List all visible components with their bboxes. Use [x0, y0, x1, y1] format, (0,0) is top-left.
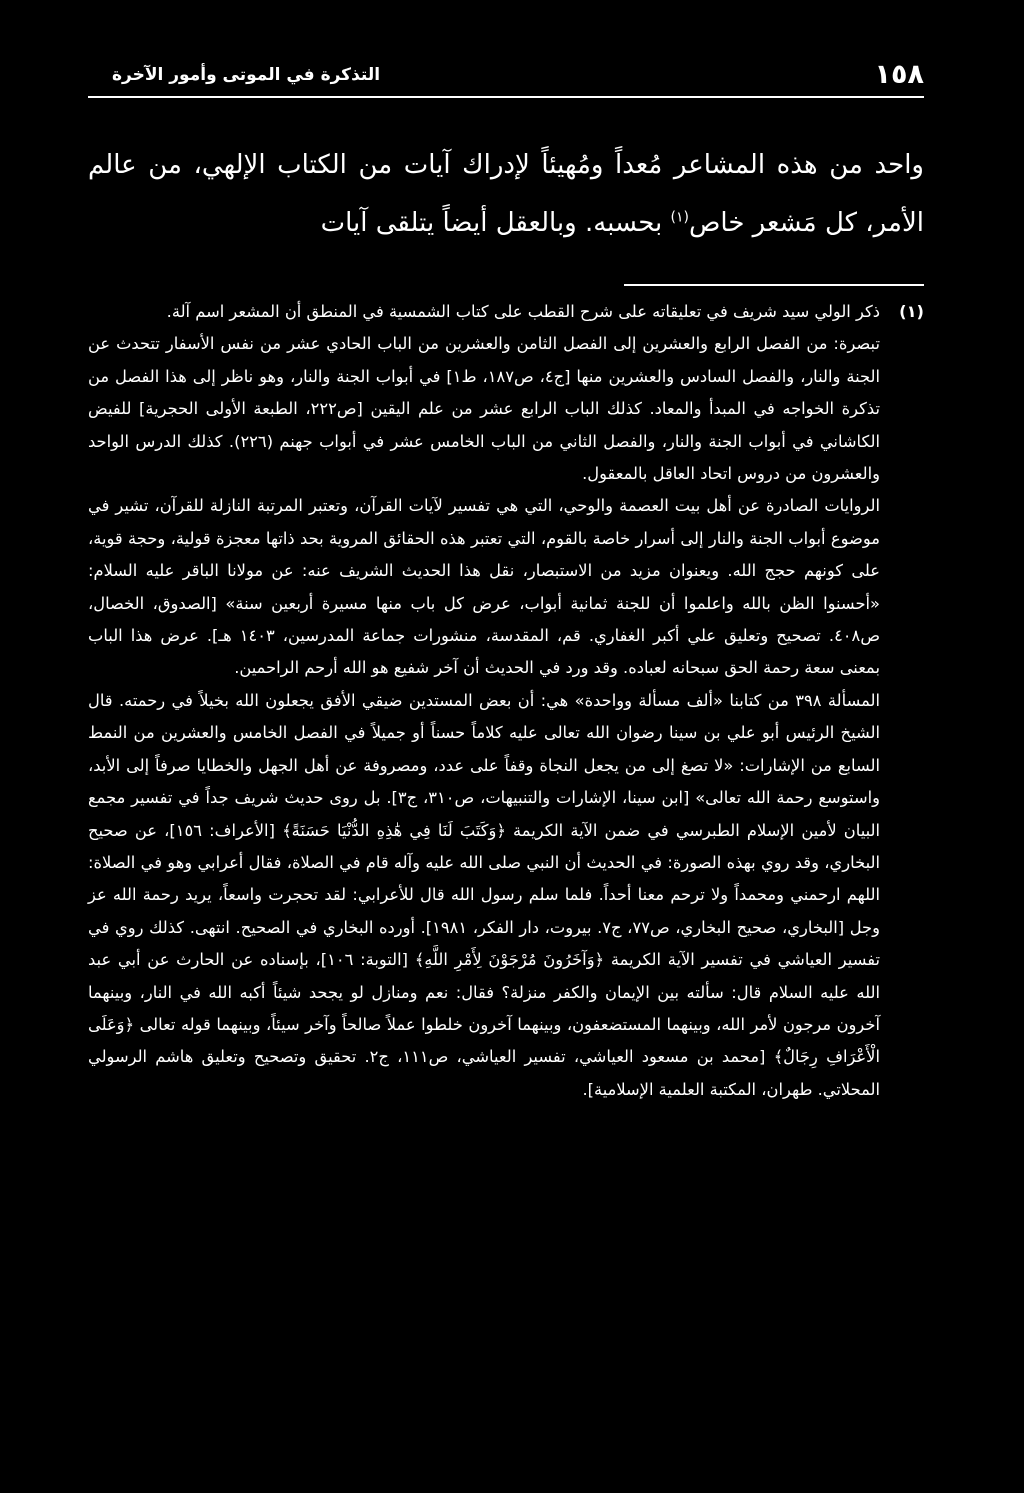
footnote-number: (١) [899, 302, 924, 321]
running-title: التذكرة في الموتى وأمور الآخرة [112, 65, 381, 85]
footnote-reference[interactable]: (١) [670, 209, 689, 226]
footnote-divider [624, 284, 924, 286]
footnotes [88, 296, 924, 1106]
page-header [88, 58, 924, 96]
main-text-part-2: بحسبه. وبالعقل أيضاً يتلقى آيات [320, 208, 671, 238]
header-divider [88, 96, 924, 98]
page-number: ١٥٨ [874, 59, 924, 90]
main-text-part-1: واحد من هذه المشاعر مُعداً ومُهيئاً لإدراك آيات من الكتاب الإلهي، من عالم الأمر، كل مَشعر خاص [88, 150, 924, 238]
footnote-paragraph: تبصرة: من الفصل الرابع والعشرين إلى الفصل الثامن والعشرين من الباب الحادي عشر من نفس الأسفار تتحدث عن الجنة والنار، والفصل السادس والعشرين منها [ج٤، ص١٨٧، ط١] في أبواب الجنة والنار، وهو ناظر إلى هذا الفصل من تذكرة الخواجه في المبدأ والمعاد. كذلك الباب الرابع عشر من علم اليقين [ص٢٢٢، الطبعة الأولى الحجرية] للفيض الكاشاني في أبواب الجنة والنار، والفصل الثاني من الباب الخامس عشر في أبواب جهنم (٢٢٦). كذلك الدرس الواحد والعشرون من دروس اتحاد العاقل بالمعقول. [88, 334, 880, 484]
footnote-paragraph: المسألة ٣٩٨ من كتابنا «ألف مسألة وواحدة» هي: أن بعض المستدين ضيقي الأفق يجعلون الله بخيلاً في رحمته. قال الشيخ الرئيس أبو علي بن سينا رضوان الله تعالى عليه كلاماً حسناً أو جميلاً في الفصل الخامس والعشرين من النمط السابع من الإشارات: «لا تصغ إلى من يجعل النجاة وقفاً على عدد، ومصروفة عن أهل الجهل والخطايا صرفاً إلى الأبد، واستوسع رحمة الله تعالى» [ابن سينا، الإشارات والتنبيهات، ص٣١٠، ج٣]. بل روى حديث شريف جداً في تفسير مجمع البيان لأمين الإسلام الطبرسي في ضمن الآية الكريمة ﴿وَكَتَبَ لَنَا فِي هَٰذِهِ الدُّنْيَا حَسَنَةً﴾ [الأعراف: ١٥٦]، عن صحيح البخاري، وقد روي بهذه الصورة: في الحديث أن النبي صلى الله عليه وآله قام في الصلاة، فقال أعرابي وهو في الصلاة: اللهم ارحمني ومحمداً ولا ترحم معنا أحداً. فلما سلم رسول الله قال للأعرابي: لقد تحجرت واسعاً، يريد رحمة الله عز وجل [البخاري، صحيح البخاري، ص٧٧، ج٧. بيروت، دار الفكر، ١٩٨١]. أورده البخاري في الصحيح. انتهى. كذلك روي في تفسير العياشي في تفسير الآية الكريمة ﴿وَآخَرُونَ مُرْجَوْنَ لِأَمْرِ اللَّهِ﴾ [التوبة: ١٠٦]، بإسناده عن الحارث عن أبي عبد الله عليه السلام قال: سألته بين الإيمان والكفر منزلة؟ فقال: نعم ومنازل لو يجحد شيئاً أكبه الله في النار، وبينهما آخرون مرجون لأمر الله، وبينهما المستضعفون، وبينهما آخرون خلطوا عملاً صالحاً وآخر سيئاً، وبينهما قوله تعالى ﴿وَعَلَى الْأَعْرَافِ رِجَالٌ﴾ [محمد بن مسعود العياشي، تفسير العياشي، ص١١١، ج٢. تحقيق وتصحيح وتعليق هاشم الرسولي المحلاتي. طهران، المكتبة العلمية الإسلامية]. [88, 690, 881, 1099]
main-text [88, 136, 924, 252]
footnote-paragraph: ذكر الولي سيد شريف في تعليقاته على شرح القطب على كتاب الشمسية في المنطق أن المشعر اسم آلة. [166, 302, 880, 321]
footnote-paragraph: الروايات الصادرة عن أهل بيت العصمة والوحي، التي هي تفسير لآيات القرآن، وتعتبر المرتبة النازلة للقرآن، تشير في موضوع أبواب الجنة والنار إلى أسرار خاصة بالقوم، التي تعتبر هذه الحقائق المروية بحد ذاتها معجزة قولية، وحجة قوية، على كونهم حجج الله. ويعنوان مزيد من الاستبصار، نقل هذا الحديث الشريف عنه: عن مولانا الباقر عليه السلام: «أحسنوا الظن بالله واعلموا أن للجنة ثمانية أبواب، عرض كل باب منها مسيرة أربعين سنة» [الصدوق، الخصال، ص٤٠٨. تصحيح وتعليق علي أكبر الغفاري. قم، المقدسة، منشورات جماعة المدرسين، ١٤٠٣ هـ]. عرض هذا الباب بمعنى سعة رحمة الحق سبحانه لعباده. وقد ورد في الحديث أن آخر شفيع هو الله أرحم الراحمين. [88, 496, 880, 678]
document-page [88, 58, 924, 1458]
footnote-1 [88, 296, 924, 1106]
footnote-body [88, 296, 880, 1106]
